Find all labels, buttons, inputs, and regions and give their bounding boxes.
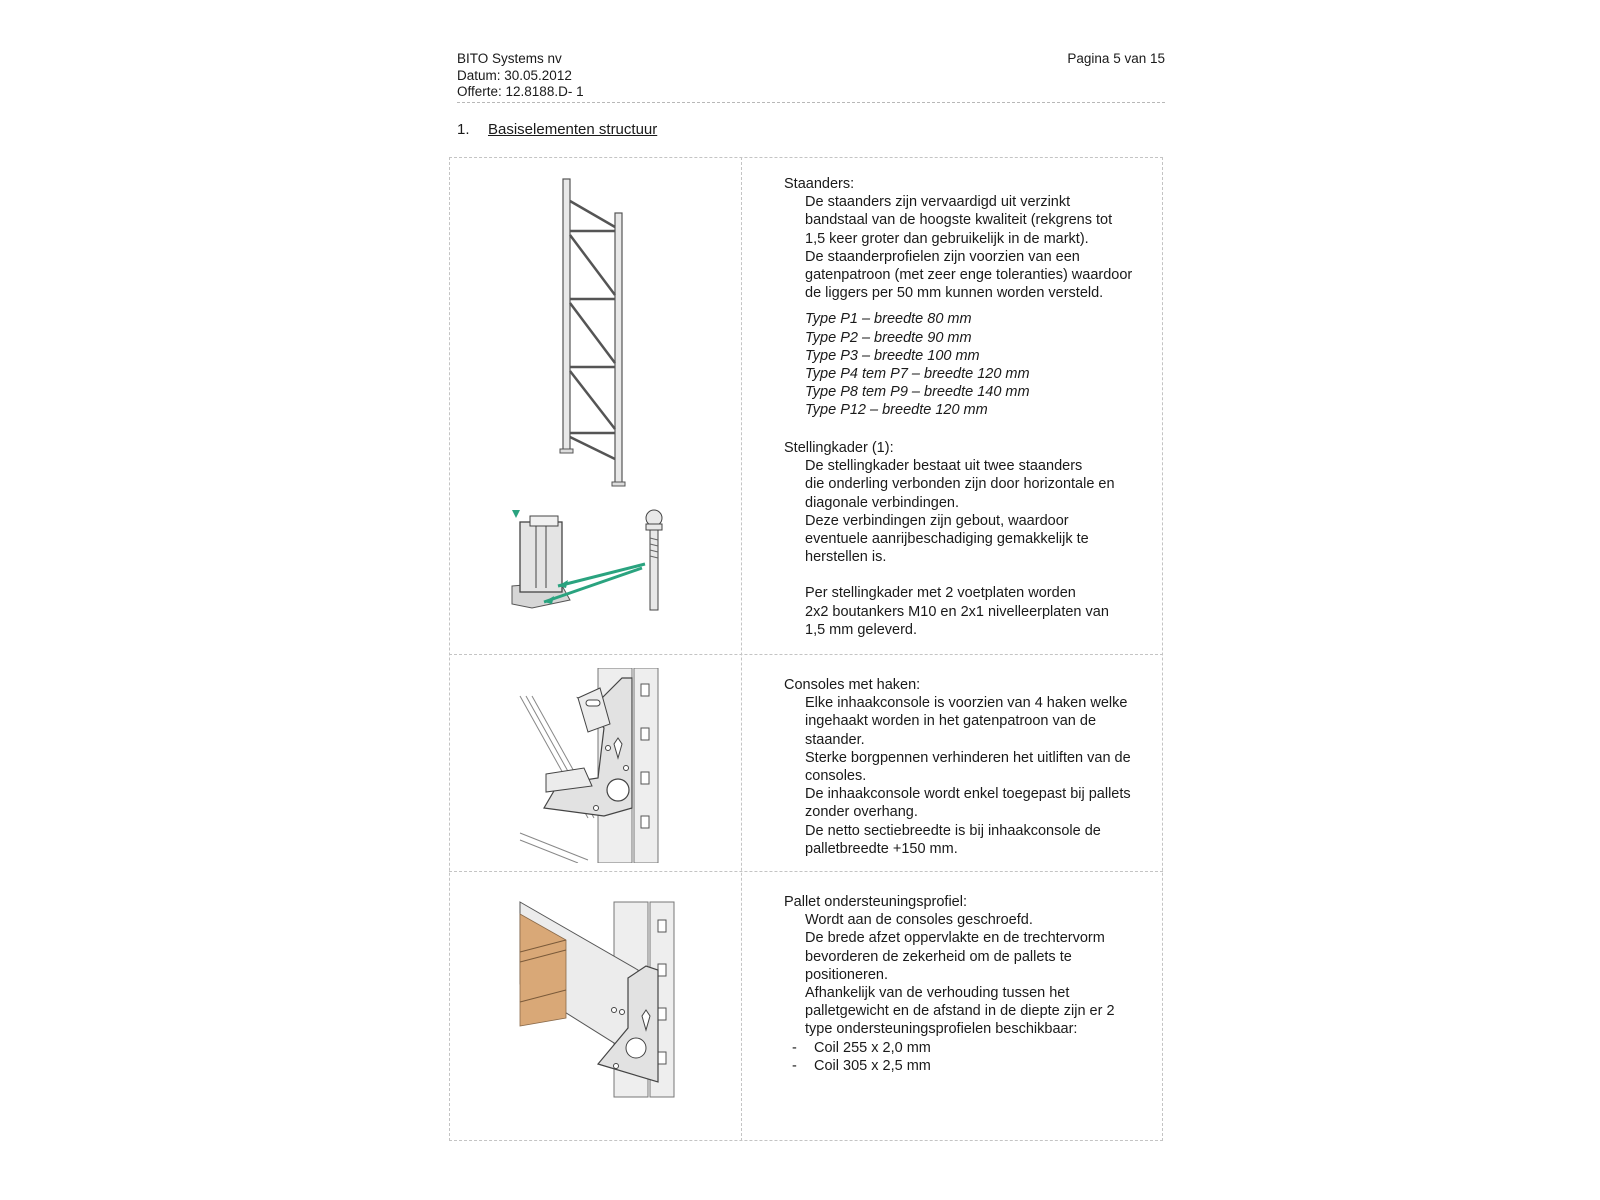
page-number: Pagina 5 van 15 — [1067, 51, 1165, 66]
pallet-support-illustration — [518, 898, 683, 1103]
upright-type: Type P4 tem P7 – breedte 120 mm — [805, 366, 1030, 383]
uprights-line: de liggers per 50 mm kunnen worden versteld. — [805, 285, 1104, 302]
console-line: Elke inhaakconsole is voorzien van 4 haken welke — [805, 695, 1128, 712]
list-marker: - — [792, 1039, 797, 1056]
document-date: Datum: 30.05.2012 — [457, 67, 572, 83]
row-divider — [449, 871, 1163, 872]
uprights-description — [784, 175, 1132, 420]
offer-number: Offerte: 12.8188.D- 1 — [457, 84, 584, 99]
uprights-line: De staanderprofielen zijn voorzien van een — [805, 248, 1080, 265]
pallet-support-heading: Pallet ondersteuningsprofiel: — [784, 894, 967, 910]
console-line: zonder overhang. — [805, 804, 918, 821]
console-line: ingehaakt worden in het gatenpatroon van de — [805, 713, 1097, 730]
uprights-line: 1,5 keer groter dan gebruikelijk in de markt). — [805, 230, 1089, 247]
console-hooks-illustration — [518, 668, 678, 863]
console-line: staander. — [805, 731, 865, 748]
console-line: De netto sectiebreedte is bij inhaakconsole de — [805, 822, 1101, 839]
profile-option — [784, 1039, 1115, 1057]
pallet-support-line: positioneren. — [805, 966, 889, 983]
company-name: BITO Systems nv — [457, 51, 562, 66]
pallet-support-description — [784, 893, 1115, 1075]
uprights-line: De staanders zijn vervaardigd uit verzinkt — [805, 194, 1071, 211]
frame-line: herstellen is. — [805, 549, 887, 566]
profile-option-label: Coil 305 x 2,5 mm — [814, 1057, 931, 1074]
pallet-support-line: type ondersteuningsprofielen beschikbaar: — [805, 1021, 1078, 1038]
uprights-line: gatenpatroon (met zeer enge toleranties) waardoor — [805, 267, 1133, 284]
console-description — [784, 676, 1131, 858]
upright-type: Type P12 – breedte 120 mm — [805, 402, 988, 419]
frame-delivery-line: 2x2 boutankers M10 en 2x1 nivelleerplaten van — [805, 603, 1109, 620]
console-line: De inhaakconsole wordt enkel toegepast bij pallets — [805, 786, 1131, 803]
upright-type: Type P3 – breedte 100 mm — [805, 347, 980, 364]
uprights-heading: Staanders: — [784, 176, 855, 192]
upright-type: Type P8 tem P9 – breedte 140 mm — [805, 384, 1030, 401]
frame-description — [784, 439, 1115, 639]
row-divider — [449, 654, 1163, 655]
pallet-support-line: bevorderen de zekerheid om de pallets te — [805, 948, 1072, 965]
frame-line: De stellingkader bestaat uit twee staanders — [805, 458, 1083, 475]
section-title: Basiselementen structuur — [488, 121, 658, 138]
upright-frame-illustration — [555, 175, 635, 490]
console-line: Sterke borgpennen verhinderen het uitliften van de — [805, 749, 1131, 766]
profile-option — [784, 1057, 1115, 1075]
frame-delivery-line: Per stellingkader met 2 voetplaten worden — [805, 585, 1076, 602]
frame-line: Deze verbindingen zijn gebout, waardoor — [805, 512, 1069, 529]
frame-line: eventuele aanrijbeschadiging gemakkelijk te — [805, 531, 1089, 548]
frame-line: diagonale verbindingen. — [805, 494, 959, 511]
upright-type: Type P1 – breedte 80 mm — [805, 311, 972, 328]
marker-icon — [512, 510, 520, 518]
frame-line: die onderling verbonden zijn door horizontale en — [805, 476, 1115, 493]
pallet-support-line: Afhankelijk van de verhouding tussen het — [805, 985, 1070, 1002]
upright-type: Type P2 – breedte 90 mm — [805, 329, 972, 346]
frame-heading: Stellingkader (1): — [784, 440, 894, 456]
list-marker: - — [792, 1057, 797, 1074]
console-line: palletbreedte +150 mm. — [805, 840, 958, 857]
section-number: 1. — [457, 121, 470, 138]
console-line: consoles. — [805, 768, 867, 785]
column-divider — [741, 157, 742, 1141]
base-plate-anchor-illustration — [510, 508, 680, 618]
pallet-support-line: De brede afzet oppervlakte en de trechtervorm — [805, 930, 1105, 947]
frame-delivery-line: 1,5 mm geleverd. — [805, 621, 918, 638]
uprights-line: bandstaal van de hoogste kwaliteit (rekgrens tot — [805, 212, 1113, 229]
pallet-support-line: Wordt aan de consoles geschroefd. — [805, 912, 1033, 929]
document-header — [457, 51, 584, 101]
profile-option-label: Coil 255 x 2,0 mm — [814, 1039, 931, 1056]
console-heading: Consoles met haken: — [784, 677, 921, 693]
header-divider — [457, 102, 1165, 103]
section-heading — [457, 121, 657, 138]
pallet-support-line: palletgewicht en de afstand in de diepte zijn er 2 — [805, 1003, 1115, 1020]
